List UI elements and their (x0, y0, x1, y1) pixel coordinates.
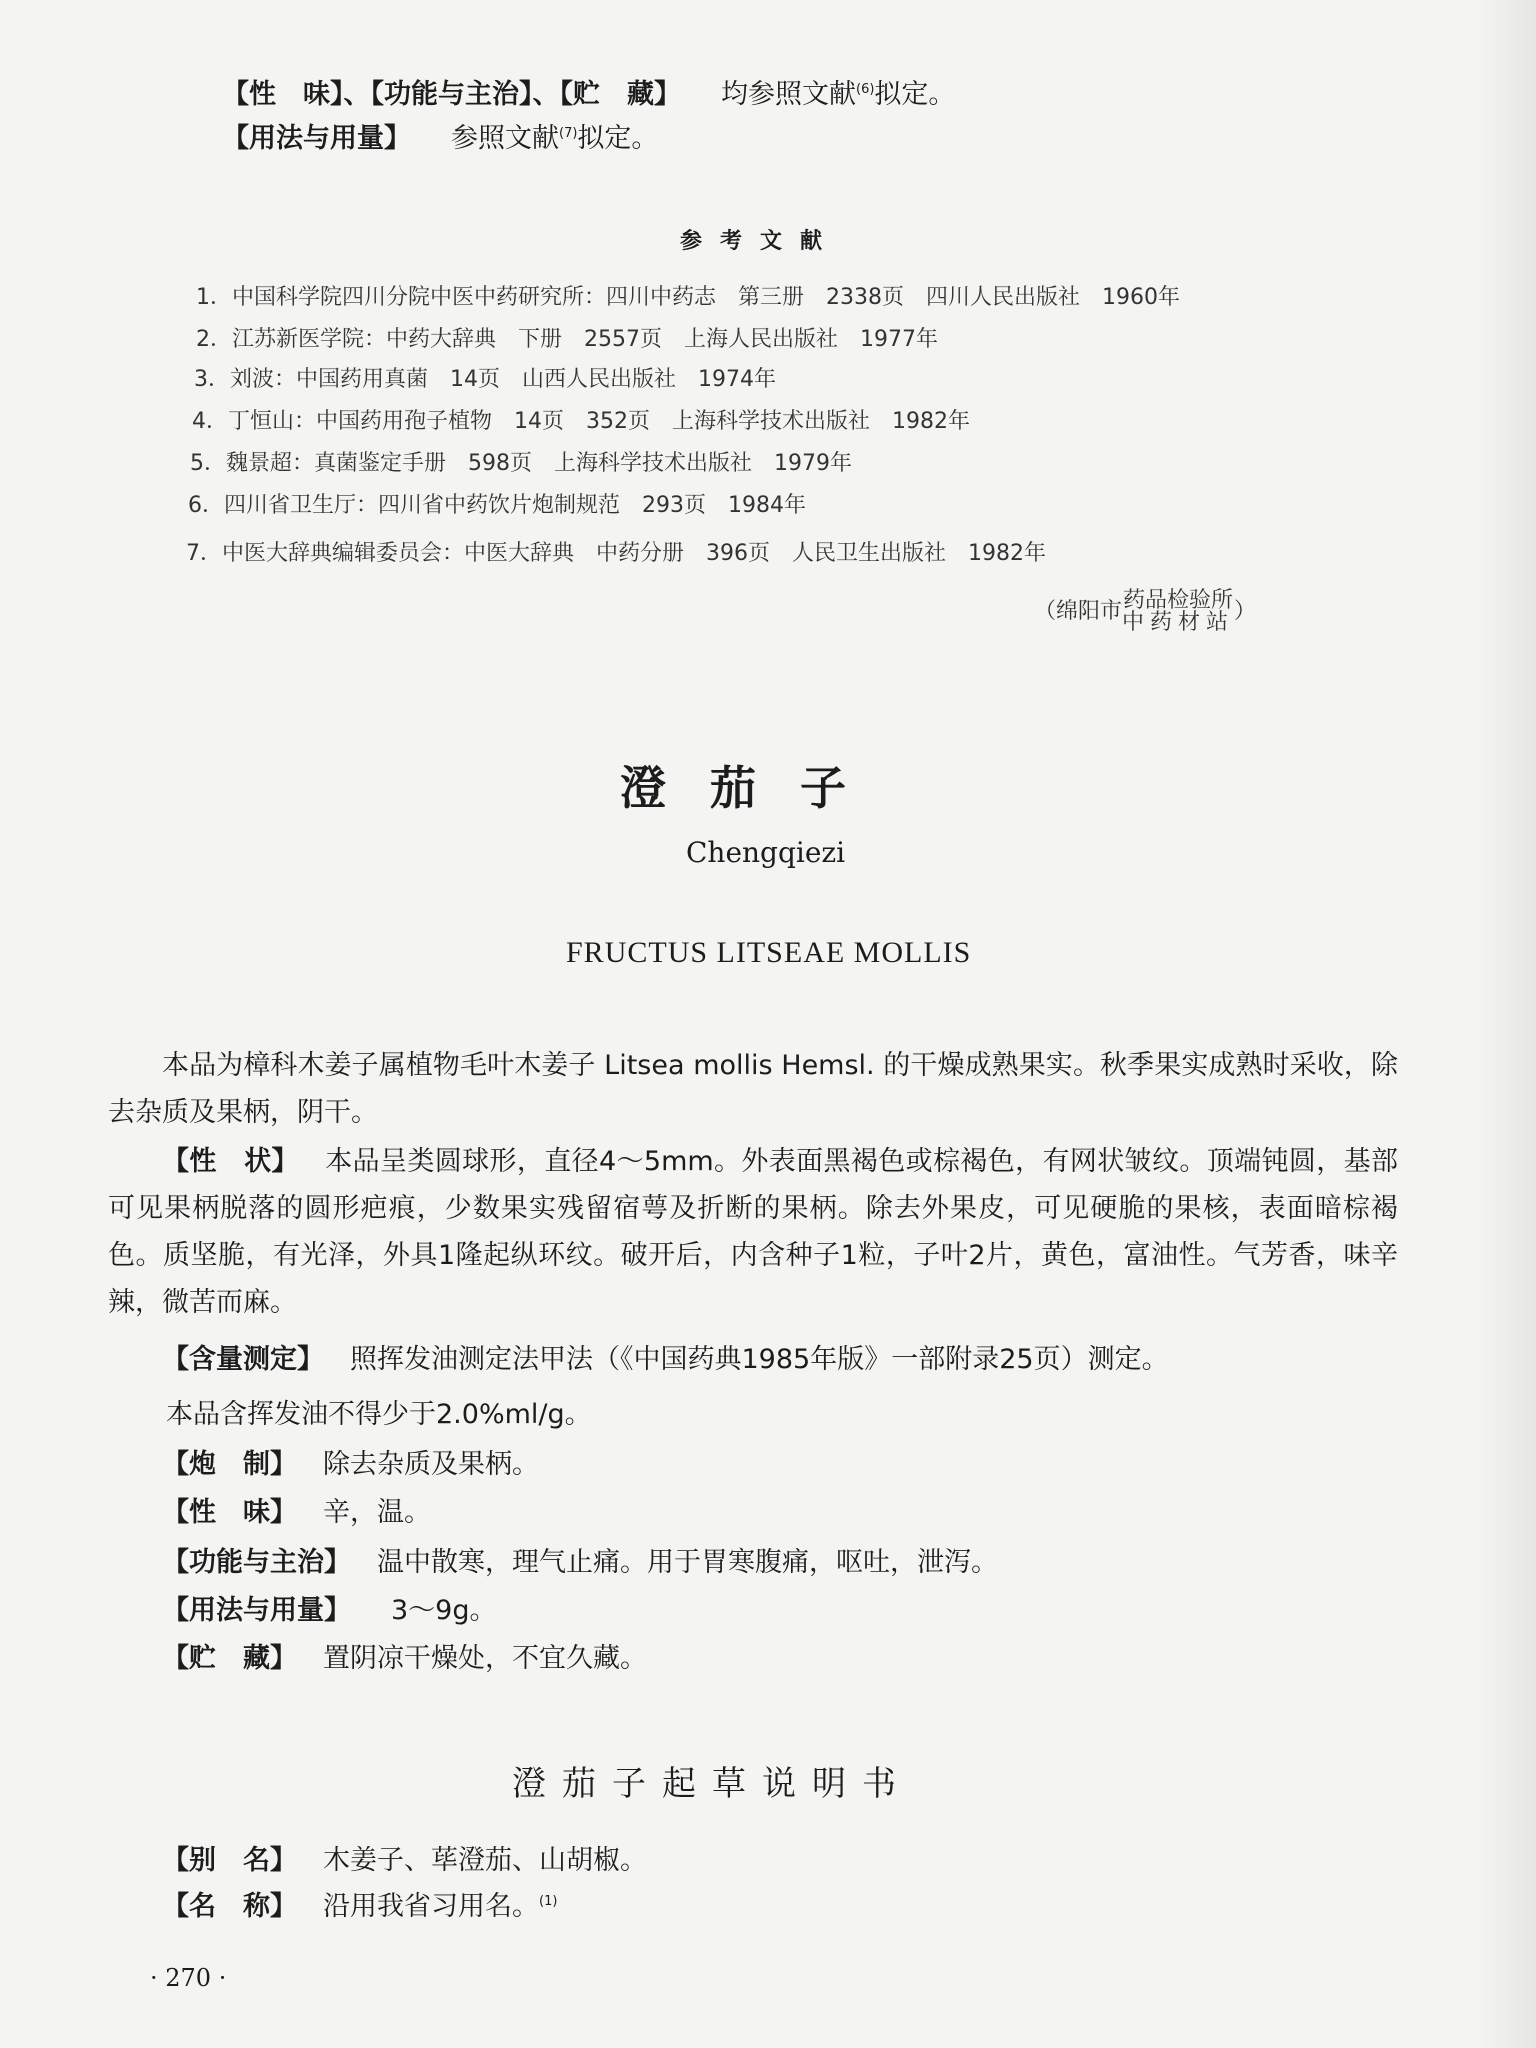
assay-paragraph (108, 1336, 1398, 1383)
credit-line-1: 药品检验所 (1123, 588, 1234, 613)
usage-row (162, 1588, 497, 1627)
reference-item: 4．丁恒山：中国药用孢子植物 14页 352页 上海科学技术出版社 1982年 (192, 409, 970, 434)
name-row (162, 1884, 557, 1923)
function-text: 温中散寒，理气止痛。用于胃寒腹痛，呕吐，泄泻。 (377, 1547, 998, 1578)
credit-suffix: ） (1234, 599, 1257, 624)
usage-text: 3～9g。 (391, 1595, 497, 1626)
reference-item: 5．魏景超：真菌鉴定手册 598页 上海科学技术出版社 1979年 (190, 451, 852, 476)
name-citation: (1) (539, 1894, 558, 1909)
top-tags: 【性 味】、【功能与主治】、【贮 藏】 (222, 79, 681, 110)
storage-tag: 【贮 藏】 (162, 1643, 297, 1674)
assay-text: 照挥发油测定法甲法（《中国药典1985年版》一部附录25页）测定。 (350, 1344, 1169, 1375)
assay-tag: 【含量测定】 (162, 1344, 324, 1375)
top-line2-text: 参照文献 (451, 123, 559, 154)
storage-text: 置阴凉干燥处，不宜久藏。 (323, 1643, 647, 1674)
top-line1-end: 拟定。 (874, 79, 956, 110)
description-paragraph (108, 1138, 1398, 1326)
reference-item: 2．江苏新医学院：中药大辞典 下册 2557页 上海人民出版社 1977年 (196, 327, 938, 352)
description-text: 本品呈类圆球形，直径4～5mm。外表面黑褐色或棕褐色，有网状皱纹。顶端钝圆，基部可见果柄脱落的圆形疤痕，少数果实残留宿萼及折断的果柄。除去外果皮，可见硬脆的果核，表面暗棕褐色。质坚脆，有光泽，外具1隆起纵环纹。破开后，内含种子1粒，子叶2片，黄色，富油性。气芳香，味辛辣，微苦而麻。 (108, 1146, 1398, 1318)
top-line2-end: 拟定。 (577, 123, 659, 154)
function-row (162, 1540, 998, 1579)
reference-item: 7．中医大辞典编辑委员会：中医大辞典 中药分册 396页 人民卫生出版社 1982年 (186, 541, 1046, 566)
reference-item: 1．中国科学院四川分院中医中药研究所：四川中药志 第三册 2338页 四川人民出版社 1960年 (196, 285, 1180, 310)
credit-prefix: （绵阳市 (1034, 599, 1123, 624)
name-tag: 【名 称】 (162, 1891, 297, 1922)
alias-tag: 【别 名】 (162, 1845, 297, 1876)
author-credit (1034, 590, 1256, 634)
usage-tag-top: 【用法与用量】 (222, 123, 411, 154)
alias-row (162, 1838, 647, 1877)
intro-paragraph: 本品为樟科木姜子属植物毛叶木姜子 Litsea mollis Hemsl. 的干燥成熟果实。秋季果实成熟时采收，除去杂质及果柄，阴干。 (108, 1050, 1398, 1128)
top-line2-citation: (7) (559, 126, 578, 141)
function-tag: 【功能与主治】 (162, 1547, 351, 1578)
processing-text: 除去杂质及果柄。 (323, 1449, 539, 1480)
alias-text: 木姜子、荜澄茄、山胡椒。 (323, 1845, 647, 1876)
latin-name: FRUCTUS LITSEAE MOLLIS (566, 936, 972, 969)
nature-tag: 【性 味】 (162, 1497, 297, 1528)
assay-limit: 本品含挥发油不得少于2.0%ml/g。 (166, 1399, 592, 1430)
monograph-title: 澄茄子 (620, 761, 890, 815)
page-edge-shadow (1476, 0, 1536, 2048)
credit-institutions (1122, 590, 1234, 634)
storage-row (162, 1636, 647, 1675)
draft-section-title: 澄茄子起草说明书 (512, 1764, 912, 1804)
pinyin-name: Chengqiezi (686, 836, 846, 869)
processing-row (162, 1442, 539, 1481)
references-title: 参考文献 (680, 229, 841, 254)
reference-item: 3．刘波：中国药用真菌 14页 山西人民出版社 1974年 (194, 367, 776, 392)
description-tag: 【性 状】 (162, 1146, 299, 1177)
processing-tag: 【炮 制】 (162, 1449, 297, 1480)
credit-line-2: 中药材站 (1122, 610, 1235, 635)
name-text: 沿用我省习用名。 (323, 1891, 539, 1922)
nature-text: 辛，温。 (323, 1497, 431, 1528)
top-line-2 (222, 116, 658, 155)
reference-item: 6．四川省卫生厅：四川省中药饮片炮制规范 293页 1984年 (188, 493, 806, 518)
top-line1-citation: (6) (856, 82, 875, 97)
page-number: · 270 · (150, 1964, 227, 1992)
usage-tag: 【用法与用量】 (162, 1595, 351, 1626)
top-line-1 (222, 72, 955, 111)
top-line1-text: 均参照文献 (721, 79, 856, 110)
nature-row (162, 1490, 431, 1529)
